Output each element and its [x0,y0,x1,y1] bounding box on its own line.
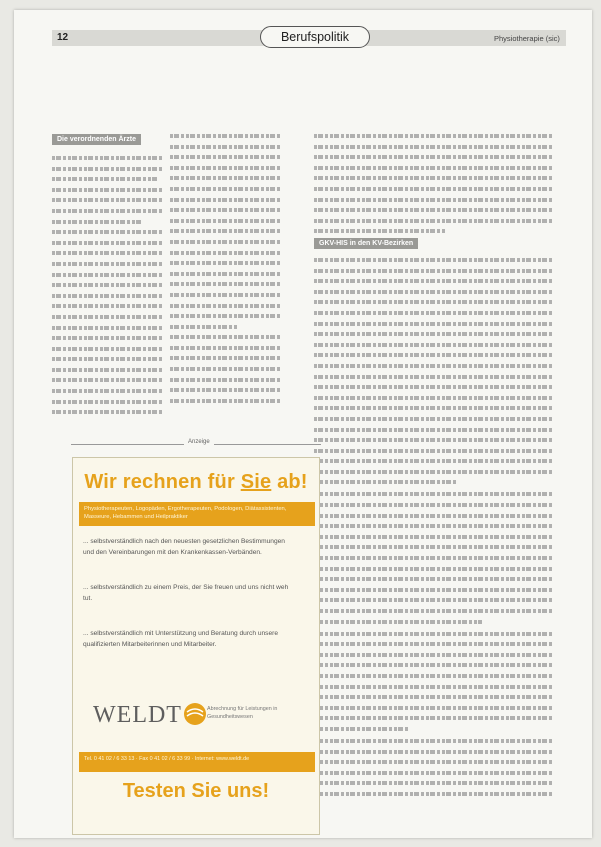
text-column-3-top [314,134,554,240]
box-heading: Die verordnenden Ärzte [52,134,141,145]
ad-divider-label: Anzeige [184,439,214,445]
ad-contact-band: Tel. 0 41 02 / 6 33 13 · Fax 0 41 02 / 6 33 99 · Internet: www.weldt.de [79,752,315,772]
logo-emblem-icon [183,702,207,726]
ad-headline: Wir rechnen für Sie ab! [84,471,308,493]
weldt-logo [83,690,283,742]
ad-call-to-action[interactable]: Testen Sie uns! [122,780,270,802]
logo-subtitle: Abrechnung für Leistungen in Gesundheitswesen [207,706,278,720]
page-number: 12 [57,32,69,43]
ad-benefit-3: ... selbstverständlich mit Unterstützung und Beratung durch unsere qualifizierten Mitarbeiterinnen und Mitarbeiter. [83,630,278,648]
text-column-1 [52,156,164,421]
ad-benefit-1: ... selbstverständlich nach den neuesten gesetzlichen Bestimmungen und den Vereinbarungen mit den Krankenkassen-Verbänden. [83,538,285,556]
advertisement[interactable] [72,457,320,835]
journal-name: Physiotherapie (sic) [494,34,560,43]
ad-target-band: Physiotherapeuten, Logopäden, Ergotherapeuten, Podologen, Diätassistenten, Masseure, Hebammen und Heilpraktiker [79,502,315,526]
ad-benefit-2: ... selbstverständlich zu einem Preis, der Sie freuen und uns nicht weh tut. [83,584,289,602]
text-column-2 [170,134,282,409]
logo-wordmark: WELDT [93,702,182,728]
text-column-3-body [314,258,554,803]
magazine-page [14,10,592,838]
section-title: Berufspolitik [260,26,370,48]
section-subheading: GKV-HIS in den KV-Bezirken [314,238,418,249]
